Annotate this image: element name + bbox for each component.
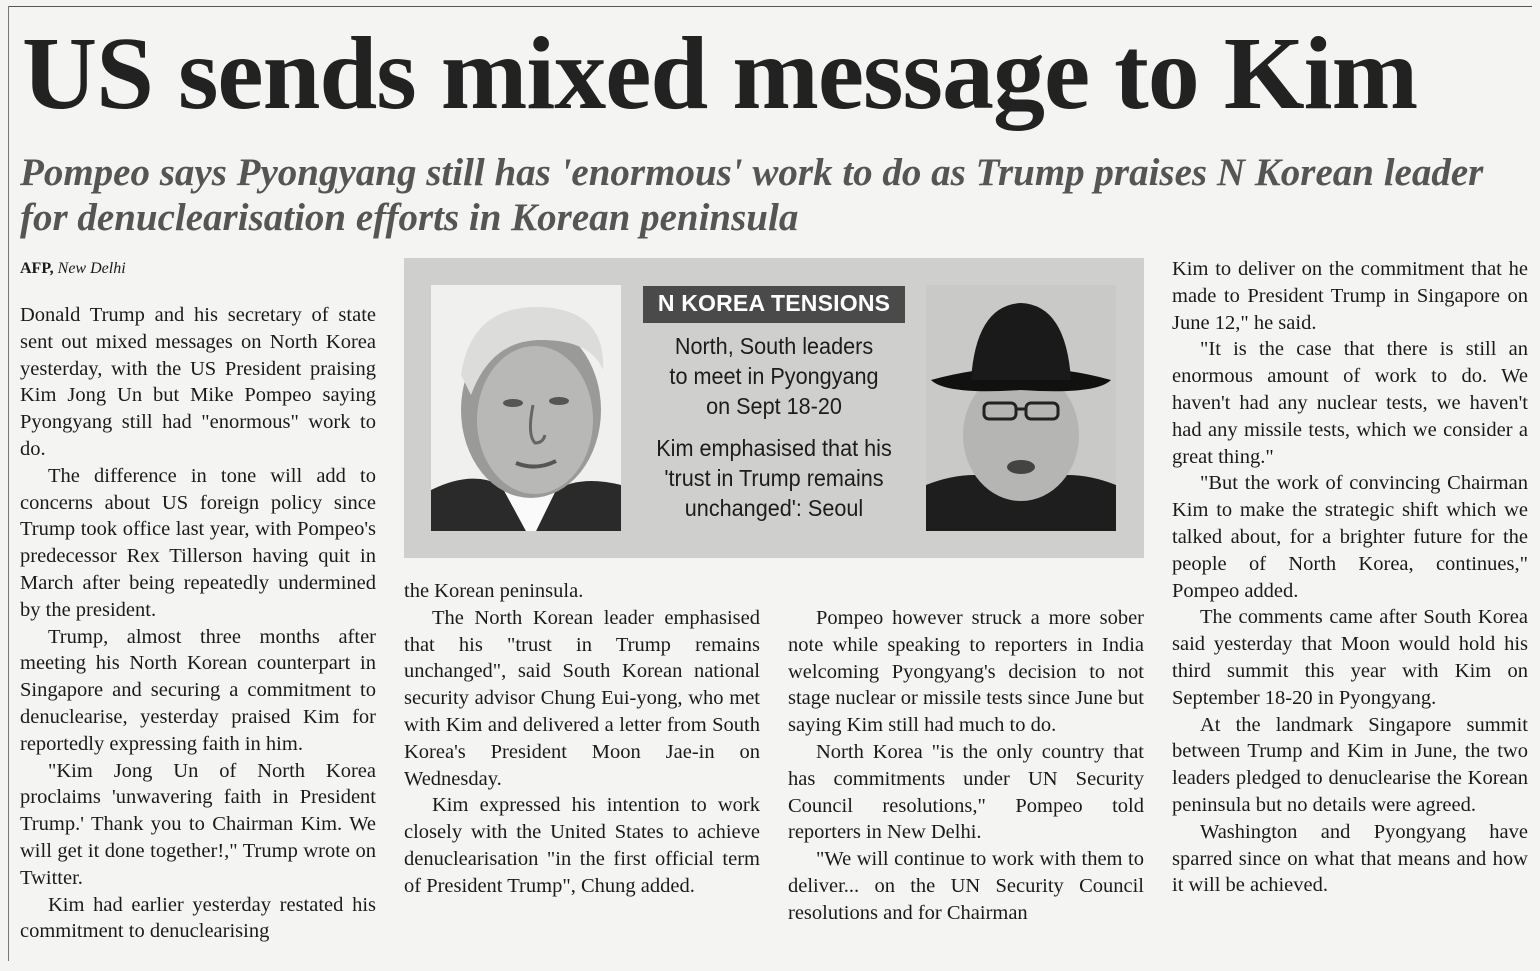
paragraph: "It is the case that there is still an enormous amount of work to do. We haven't had any nuclear tests, we haven't had any missile tests, which we consider a great thing." bbox=[1172, 338, 1528, 468]
infographic-title: N KOREA TENSIONS bbox=[643, 286, 905, 323]
paragraph: Washington and Pyongyang have sparred since on what that means and how it will be achieved. bbox=[1172, 820, 1528, 897]
article-column-1 bbox=[20, 302, 376, 945]
paragraph: Donald Trump and his secretary of state sent out mixed messages on North Korea yesterday, with the US President praising Kim Jong Un but Mike Pompeo saying Pyongyang still had "enormous" work to do. bbox=[20, 304, 376, 460]
infographic-line: North, South leaders bbox=[674, 333, 874, 359]
kim-photo bbox=[926, 285, 1116, 531]
infographic-text bbox=[643, 286, 905, 523]
paragraph: Pompeo however struck a more sober note while speaking to reporters in India welcoming Pyongyang's decision to not stage nuclear or missile tests since June but saying Kim still had much to do. bbox=[788, 607, 1144, 737]
article-column-3 bbox=[788, 605, 1144, 927]
infographic-line: on Sept 18-20 bbox=[706, 393, 842, 419]
paragraph: "Kim Jong Un of North Korea proclaims 'unwavering faith in President Trump.' Thank you to Chairman Kim. We will get it done together!," Trump wrote on Twitter. bbox=[20, 759, 376, 889]
trump-photo bbox=[431, 285, 621, 531]
paragraph: "We will continue to work with them to deliver... on the UN Security Council resolutions and for Chairman bbox=[788, 848, 1144, 924]
subheadline: Pompeo says Pyongyang still has 'enormous' work to do as Trump praises N Korean leader for denuclearisation efforts in Korean peninsula bbox=[20, 151, 1484, 239]
paragraph: North Korea "is the only country that has commitments under UN Security Council resolutions," Pompeo told reporters in New Delhi. bbox=[788, 740, 1144, 844]
infographic-line: Kim emphasised that his bbox=[656, 435, 892, 461]
paragraph: The comments came after South Korea said yesterday that Moon would hold his third summit this year with Kim on September 18-20 in Pyongyang. bbox=[1172, 606, 1528, 709]
article-column-2 bbox=[404, 578, 760, 900]
byline-location: New Delhi bbox=[57, 260, 126, 277]
infographic-box bbox=[404, 258, 1144, 558]
paragraph: At the landmark Singapore summit between Trump and Kim in June, the two leaders pledged to denuclearise the Korean peninsula but no details were agreed. bbox=[1172, 713, 1528, 816]
left-rule bbox=[8, 6, 9, 961]
paragraph: Kim expressed his intention to work closely with the United States to achieve denuclearisation "in the first official term of President Trump", Chung added. bbox=[404, 794, 760, 897]
byline-agency: AFP, bbox=[20, 260, 54, 277]
headline: US sends mixed message to Kim bbox=[22, 16, 1418, 131]
paragraph: "But the work of convincing Chairman Kim to make the strategic shift which we talked about, for a brighter future for the people of North Korea, continues," Pompeo added. bbox=[1172, 472, 1528, 602]
infographic-line: 'trust in Trump remains bbox=[664, 465, 884, 491]
paragraph: Trump, almost three months after meeting his North Korean counterpart in Singapore and securing a commitment to denuclearise, yesterday praised Kim for reportedly expressing faith in him. bbox=[20, 625, 376, 755]
paragraph: Kim to deliver on the commitment that he made to President Trump in Singapore on June 12," he said. bbox=[1172, 258, 1528, 334]
infographic-line: unchanged': Seoul bbox=[684, 495, 864, 521]
article-column-4 bbox=[1172, 256, 1528, 899]
paragraph: the Korean peninsula. bbox=[404, 580, 584, 602]
infographic-line: to meet in Pyongyang bbox=[669, 363, 879, 389]
portrait-trump-image bbox=[431, 285, 621, 531]
paragraph: The difference in tone will add to concerns about US foreign policy since Trump took office last year, with Pompeo's predecessor Rex Tillerson having quit in March after being repeatedly undermined by the president. bbox=[20, 464, 376, 621]
portrait-kim-image bbox=[926, 285, 1116, 531]
top-rule bbox=[8, 6, 1532, 7]
byline bbox=[20, 260, 126, 278]
paragraph: The North Korean leader emphasised that his "trust in Trump remains unchanged", said South Korean national security advisor Chung Eui-yong, who met with Kim and delivered a letter from South Korea's President Moon Jae-in on Wednesday. bbox=[404, 606, 760, 790]
paragraph: Kim had earlier yesterday restated his commitment to denuclearising bbox=[20, 893, 376, 943]
